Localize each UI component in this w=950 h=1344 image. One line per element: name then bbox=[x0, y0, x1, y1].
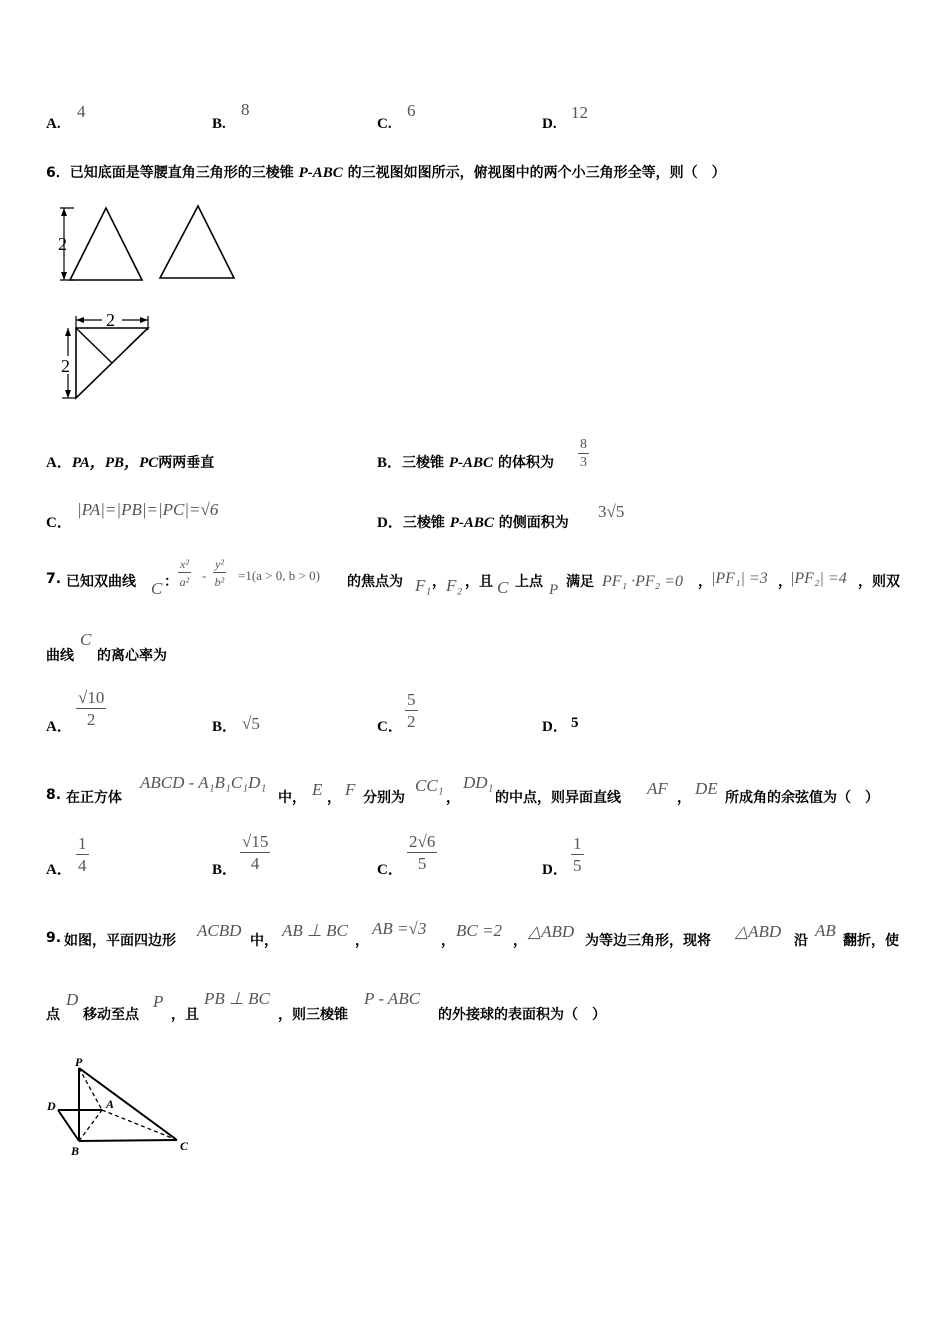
q9-text-1: 如图，平面四边形 bbox=[64, 933, 176, 949]
q7-option-a-den: 2 bbox=[86, 710, 96, 729]
q8-option-a-den: 4 bbox=[78, 856, 87, 875]
q8-e: E bbox=[312, 780, 323, 799]
q6-option-b-den: 3 bbox=[580, 455, 587, 470]
q9-fig-label-a: A bbox=[106, 1097, 115, 1111]
q9-line2-c: ，且 bbox=[171, 1007, 199, 1023]
q7-curve-c-3: C bbox=[80, 630, 92, 649]
q7-text-6: ，则双 bbox=[858, 574, 900, 590]
q9-perp-2: PB ⊥ BC bbox=[204, 989, 270, 1008]
q9-pyramid: P - ABC bbox=[364, 989, 421, 1008]
q7-line2-b: 的离心率为 bbox=[97, 648, 167, 664]
q8-option-c-label: C． bbox=[377, 862, 403, 878]
q7-text-4: 上点 bbox=[515, 574, 543, 590]
q9-num: 9. bbox=[46, 930, 62, 946]
q9-perp-1: AB ⊥ BC bbox=[282, 921, 348, 940]
q8-option-a-label: A． bbox=[46, 862, 72, 878]
q7-point-p: P bbox=[549, 582, 559, 598]
q5-option-c-value: 6 bbox=[407, 101, 416, 120]
q9-fig-label-c: C bbox=[180, 1139, 189, 1153]
q9-text-5: 翻折，使 bbox=[843, 933, 899, 949]
q5-option-a-value: 4 bbox=[77, 102, 86, 121]
q8-text-1: 在正方体 bbox=[66, 790, 122, 806]
q8-text-4: 的中点，则异面直线 bbox=[495, 790, 621, 806]
q7-minus: - bbox=[202, 568, 207, 583]
q6-option-c-math: |PA|=|PB|=|PC|=√6 bbox=[77, 500, 219, 519]
q7-num: 7. bbox=[46, 571, 62, 587]
q6-option-a-math: PA，PB，PC bbox=[71, 455, 159, 471]
q7-f1: F₁ bbox=[415, 576, 432, 595]
q7-frac-y bbox=[213, 556, 226, 591]
q7-option-c-den: 2 bbox=[407, 712, 416, 731]
side-view-triangle bbox=[160, 206, 234, 278]
q8-text-5: 所成角的余弦值为（ ） bbox=[725, 790, 879, 806]
q7-equation-condition: =1(a > 0, b > 0) bbox=[238, 568, 320, 583]
q6-stem-pre: 6．已知底面是等腰直角三角形的三棱锥 bbox=[46, 165, 299, 181]
q7-option-c-fraction bbox=[405, 690, 418, 733]
q6-three-view-figure bbox=[50, 198, 250, 408]
q7-curve-c-2: C bbox=[497, 578, 509, 597]
q7-text-3: ，且 bbox=[465, 574, 493, 590]
q8-de: DE bbox=[695, 779, 718, 798]
q8-option-b-fraction bbox=[240, 832, 270, 875]
q8-option-b-num: √15 bbox=[242, 832, 269, 851]
q7-text-1: 已知双曲线 bbox=[66, 574, 136, 590]
q7-option-b-label: B． bbox=[212, 719, 238, 735]
q7-dot-product: PF₁ ·PF₂ =0 bbox=[602, 573, 684, 590]
q6-option-d-text-pre: 三棱锥 bbox=[402, 515, 450, 531]
q9-line2-a: 点 bbox=[46, 1007, 60, 1023]
q6-option-d bbox=[377, 511, 569, 532]
q7-option-d-label: D． bbox=[542, 719, 568, 735]
q8-dd1: DD₁ bbox=[463, 773, 494, 792]
q8-cube: ABCD - A₁B₁C₁D₁ bbox=[140, 773, 267, 792]
q7-comma: ， bbox=[432, 574, 446, 590]
q7-option-a-label: A． bbox=[46, 719, 72, 735]
q5-options bbox=[46, 100, 746, 136]
q6-stem bbox=[46, 162, 726, 182]
q9-point-d: D bbox=[66, 990, 79, 1009]
q8-comma-3: ， bbox=[677, 790, 691, 806]
q7-option-b-value: √5 bbox=[242, 714, 260, 733]
q9-fig-label-d: D bbox=[47, 1099, 56, 1113]
q9-acbd: ACBD bbox=[197, 921, 242, 940]
q8-comma-2: ， bbox=[446, 790, 460, 806]
q8-comma-1: ， bbox=[327, 790, 341, 806]
q9-triangle-1: △ABD bbox=[528, 922, 575, 941]
front-view-dim: 2 bbox=[58, 234, 67, 254]
q9-ab: AB bbox=[815, 921, 836, 940]
q8-option-c-den: 5 bbox=[417, 854, 427, 873]
q5-option-b-label: B. bbox=[212, 116, 226, 132]
q7-text-2: 的焦点为 bbox=[347, 574, 403, 590]
q8-num: 8. bbox=[46, 787, 62, 803]
q6-option-b-text-pre: 三棱锥 bbox=[402, 455, 449, 471]
q6-option-a-text: 两两垂直 bbox=[158, 455, 215, 471]
q9-text-2: 中， bbox=[250, 933, 278, 949]
q6-option-a bbox=[46, 451, 214, 472]
q8-cc1: CC₁ bbox=[415, 776, 444, 795]
q9-figure bbox=[42, 1055, 202, 1160]
q9-triangle-2: △ABD bbox=[735, 922, 782, 941]
q9-comma-2: ， bbox=[441, 933, 455, 949]
q8-option-d-label: D． bbox=[542, 862, 568, 878]
q7-option-a-num: √10 bbox=[78, 688, 105, 707]
q7-abs-pf1: |PF₁| =3 bbox=[711, 570, 768, 587]
q9-line2-b: 移动至点 bbox=[83, 1007, 139, 1023]
q9-point-p: P bbox=[153, 992, 164, 1011]
q9-fig-label-p: P bbox=[75, 1055, 83, 1069]
q8-text-3: 分别为 bbox=[363, 790, 405, 806]
q9-fig-label-b: B bbox=[71, 1144, 80, 1158]
q5-option-b-value: 8 bbox=[241, 100, 250, 119]
q6-option-c-label: C． bbox=[46, 515, 72, 531]
q8-option-d-den: 5 bbox=[573, 856, 582, 875]
q8-option-a-num: 1 bbox=[78, 834, 87, 853]
q8-af: AF bbox=[647, 779, 668, 798]
q9-ab-length: AB =√3 bbox=[372, 919, 427, 938]
q7-frac-x bbox=[178, 556, 191, 591]
q7-colon: ： bbox=[164, 574, 178, 590]
q8-option-c-num: 2√6 bbox=[409, 832, 436, 851]
q8-f: F bbox=[345, 780, 356, 799]
q7-y2: y² bbox=[215, 557, 224, 571]
top-view-height-dim: 2 bbox=[61, 356, 70, 376]
q7-line2-a: 曲线 bbox=[46, 648, 74, 664]
q6-option-b-num: 8 bbox=[580, 437, 587, 452]
q9-comma-1: ， bbox=[355, 933, 369, 949]
q8-option-d-fraction bbox=[571, 834, 584, 877]
q7-x2: x² bbox=[180, 557, 189, 571]
q7-option-d-value: 5 bbox=[571, 715, 579, 731]
q6-option-d-value: 3√5 bbox=[598, 502, 625, 521]
q6-option-b-math: P-ABC bbox=[448, 455, 494, 471]
q9-text-4: 沿 bbox=[794, 933, 808, 949]
q5-option-c-label: C. bbox=[377, 116, 392, 132]
q6-option-b-fraction bbox=[578, 437, 589, 472]
q9-bc-length: BC =2 bbox=[456, 921, 502, 940]
q7-comma-3: ， bbox=[778, 574, 792, 590]
q6-stem-post: 的三视图如图所示，俯视图中的两个小三角形全等，则（ ） bbox=[342, 165, 726, 181]
q6-option-b-label: B． bbox=[377, 455, 403, 471]
top-view-width-dim: 2 bbox=[106, 310, 115, 330]
q6-pyramid: P-ABC bbox=[298, 165, 343, 181]
q9-line2-e: 的外接球的表面积为（ ） bbox=[438, 1007, 606, 1023]
q7-option-c-num: 5 bbox=[407, 690, 416, 709]
q6-option-d-label: D． bbox=[377, 515, 403, 531]
q7-curve-c: C bbox=[151, 579, 163, 598]
q9-comma-3: ， bbox=[513, 933, 527, 949]
q8-option-b-den: 4 bbox=[250, 854, 260, 873]
q6-option-b-text-post: 的体积为 bbox=[493, 455, 554, 471]
q7-f2: F₂ bbox=[446, 576, 463, 595]
q7-abs-pf2: |PF₂| =4 bbox=[790, 570, 847, 587]
q9-text-3: 为等边三角形，现将 bbox=[585, 933, 711, 949]
q5-option-a-label: A. bbox=[46, 116, 61, 132]
q6-option-d-text-post: 的侧面积为 bbox=[493, 515, 569, 531]
q7-comma-2: ， bbox=[698, 574, 712, 590]
q8-option-d-num: 1 bbox=[573, 834, 582, 853]
q7-option-c-label: C． bbox=[377, 719, 403, 735]
q8-text-2: 中， bbox=[278, 790, 306, 806]
q6-option-b bbox=[377, 451, 554, 472]
q7-a2: a² bbox=[179, 575, 190, 589]
q5-option-d-value: 12 bbox=[571, 103, 588, 122]
q8-option-a-fraction bbox=[76, 834, 89, 877]
front-view-triangle bbox=[70, 208, 142, 280]
q8-option-b-label: B． bbox=[212, 862, 238, 878]
q5-option-d-label: D. bbox=[542, 116, 557, 132]
q9-line2-d: ，则三棱锥 bbox=[278, 1007, 348, 1023]
q7-b2: b² bbox=[214, 575, 225, 589]
q7-text-5: 满足 bbox=[566, 574, 594, 590]
q6-option-a-label: A． bbox=[46, 455, 72, 471]
q8-option-c-fraction bbox=[407, 832, 437, 875]
q7-option-a-fraction bbox=[76, 688, 106, 731]
q6-option-d-math: P-ABC bbox=[449, 515, 494, 531]
